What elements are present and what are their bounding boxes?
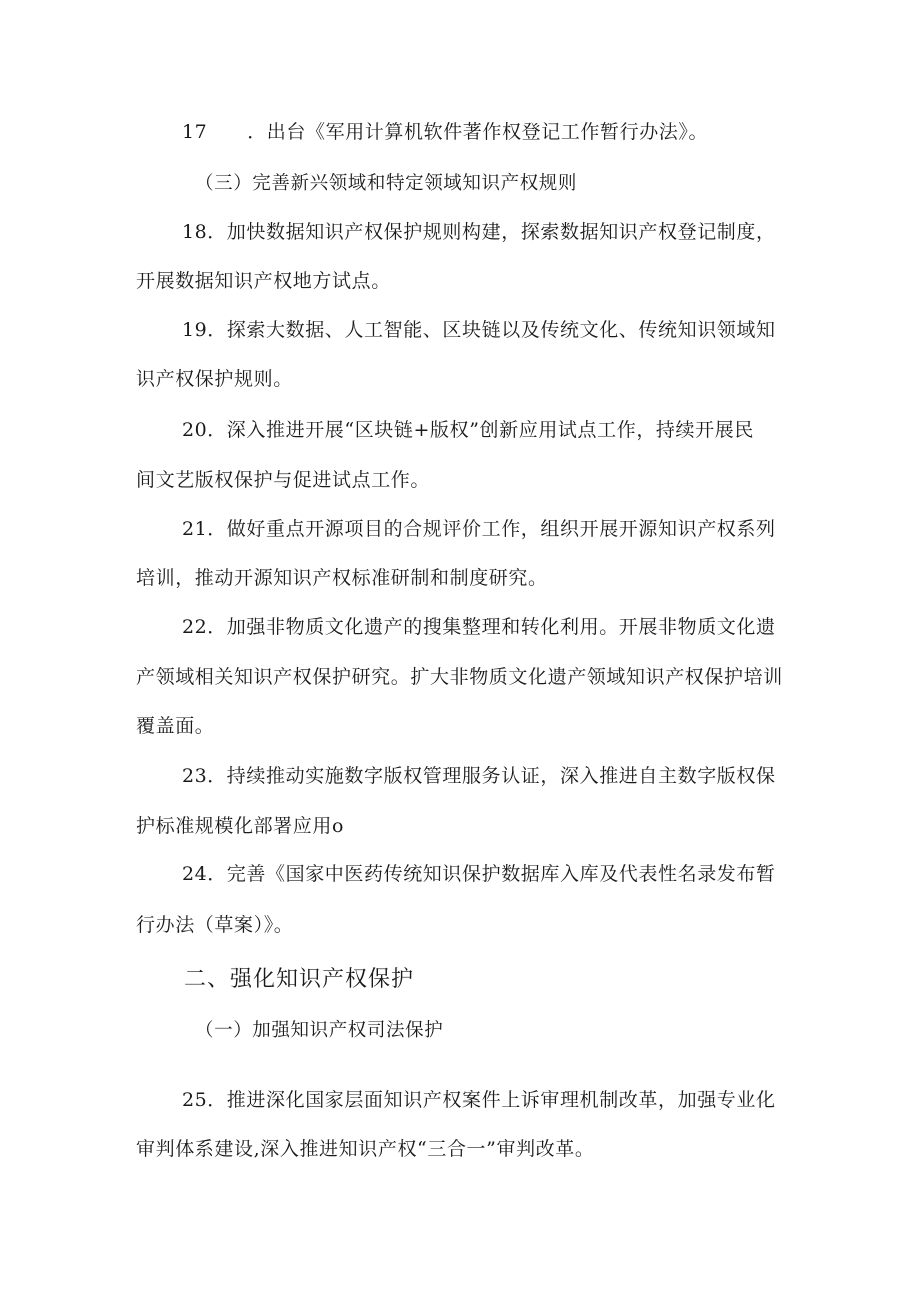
item-number: 17 xyxy=(182,121,208,143)
item-number: 24 xyxy=(182,863,208,885)
item-20-line-2: 间文艺版权保护与促进试点工作。 xyxy=(136,469,431,491)
item-number: 25 xyxy=(182,1089,208,1111)
item-number: 18 xyxy=(182,221,208,243)
section-heading-3: （三）完善新兴领域和特定领域知识产权规则 xyxy=(195,173,578,194)
item-21-line-2: 培训，推动开源知识产权标准研制和制度研究。 xyxy=(136,567,548,589)
item-text: ．加快数据知识产权保护规则构建，探索数据知识产权登记制度， xyxy=(207,221,776,243)
item-20-line-1 xyxy=(182,417,754,443)
item-number: 21 xyxy=(182,518,208,540)
chapter-heading-2: 二、强化知识产权保护 xyxy=(184,967,415,992)
item-22-line-1 xyxy=(182,614,776,640)
item-25-line-2: 审判体系建设,深入推进知识产权“三合一”审判改革。 xyxy=(136,1138,595,1160)
item-number: 22 xyxy=(182,616,208,638)
item-text: ．推进深化国家层面知识产权案件上诉审理机制改革，加强专业化 xyxy=(207,1089,776,1111)
item-25-line-1 xyxy=(182,1087,776,1113)
item-text: ．做好重点开源项目的合规评价工作，组织开展开源知识产权系列 xyxy=(207,518,776,540)
item-23-line-2: 护标准规模化部署应用o xyxy=(136,815,345,837)
item-19-line-1 xyxy=(182,317,776,343)
section-heading-1: （一）加强知识产权司法保护 xyxy=(195,1020,444,1041)
item-number: 23 xyxy=(182,765,208,787)
item-24-line-1 xyxy=(182,861,776,887)
item-21-line-1 xyxy=(182,516,776,542)
item-text: ．出台《军用计算机软件著作权登记工作暂行办法》。 xyxy=(247,121,709,143)
item-22-line-3: 覆盖面。 xyxy=(136,715,215,737)
item-17 xyxy=(182,119,708,145)
item-number: 20 xyxy=(182,419,208,441)
item-text: ．探索大数据、人工智能、区块链以及传统文化、传统知识领域知 xyxy=(207,319,776,341)
item-number: 19 xyxy=(182,319,208,341)
item-text: ．深入推进开展“区块链+版权”创新应用试点工作，持续开展民 xyxy=(207,419,754,441)
item-text: ．加强非物质文化遗产的搜集整理和转化利用。开展非物质文化遗 xyxy=(207,616,776,638)
item-24-line-2: 行办法（草案）》。 xyxy=(136,914,294,936)
item-text: ．完善《国家中医药传统知识保护数据库入库及代表性名录发布暂 xyxy=(207,863,776,885)
item-text: ．持续推动实施数字版权管理服务认证，深入推进自主数字版权保 xyxy=(207,765,776,787)
item-18-line-2: 开展数据知识产权地方试点。 xyxy=(136,270,391,292)
item-23-line-1 xyxy=(182,763,776,789)
item-19-line-2: 识产权保护规则。 xyxy=(136,368,293,390)
item-22-line-2: 产领域相关知识产权保护研究。扩大非物质文化遗产领域知识产权保护培训 xyxy=(136,666,783,688)
item-18-line-1 xyxy=(182,219,776,245)
